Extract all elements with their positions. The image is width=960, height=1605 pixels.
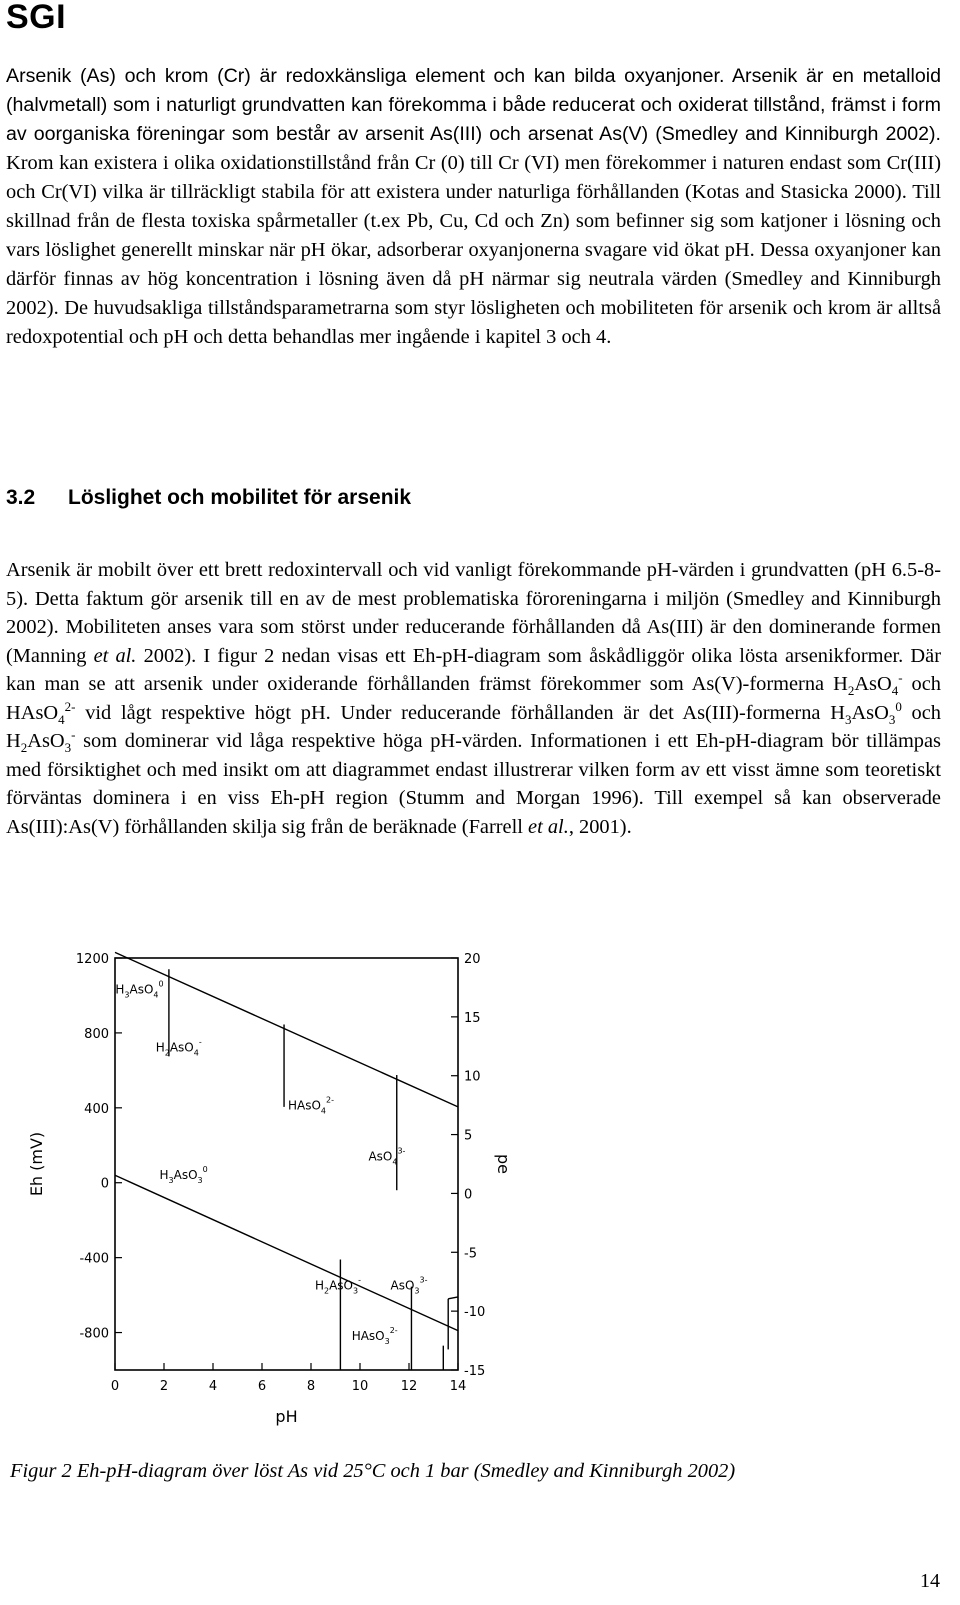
formula-sup: - [898, 670, 903, 686]
species-label-part: 3- [397, 1146, 406, 1156]
species-label-part: 3 [124, 990, 130, 1000]
formula-part: HAsO [6, 701, 59, 724]
body-text: som dominerar vid låga respektive höga pH-värden. Informationen i ett Eh-pH-diagram bör tillämpas med försiktighet och med insikt om att diagrammet endast illustrerar vilken form av ett visst ämne som teoretiskt förväntas dominera i en viss Eh-pH region (Stumm and Morgan 1996). Till exempel så kan observerade As(III):As(V) förhållanden skilja sig från de beräknade (Farrell [6, 730, 941, 838]
species-label-part: 0 [202, 1164, 208, 1174]
y-tick-label: 1200 [75, 952, 109, 967]
formula-haso4 [6, 698, 76, 727]
y2-axis-label: pe [494, 1154, 513, 1174]
species-label-part: - [358, 1275, 361, 1285]
body-text: och [901, 701, 941, 724]
y2-tick-label: 15 [464, 1010, 481, 1026]
species-label [352, 1326, 398, 1346]
species-label-part: HAsO [287, 1098, 321, 1113]
y-tick-label: 0 [100, 1176, 109, 1192]
x-tick-label: 8 [306, 1379, 316, 1394]
species-label-part: 4 [153, 990, 159, 1000]
species-label-part: AsO [173, 1167, 198, 1182]
body-text: och [902, 673, 941, 695]
species-label [156, 1038, 202, 1058]
species-label [391, 1275, 428, 1295]
plot-frame [115, 958, 458, 1370]
formula-part: H [830, 701, 845, 724]
body-paragraph [6, 556, 941, 841]
et-al: et al. [528, 815, 569, 838]
species-label [159, 1165, 207, 1185]
y2-tick-label: 0 [464, 1187, 473, 1203]
species-label-part: 2 [323, 1286, 330, 1296]
x-tick-label: 0 [110, 1379, 120, 1394]
section-title: Löslighet och mobilitet för arsenik [68, 486, 412, 509]
formula-sub: 3 [64, 740, 72, 756]
species-label-part: 2- [326, 1095, 335, 1105]
x-tick-label: 2 [159, 1379, 169, 1394]
species-label-part: H [159, 1167, 169, 1182]
section-number: 3.2 [6, 486, 36, 509]
species-label [315, 1275, 361, 1295]
y-tick-label: -400 [79, 1251, 109, 1267]
y-axis-label: Eh (mV) [27, 1131, 46, 1197]
x-tick-label: 4 [208, 1379, 218, 1394]
species-label [115, 980, 163, 1000]
species-label-part: 2- [389, 1326, 398, 1336]
formula-sub: 4 [891, 683, 899, 699]
phase-boundary [115, 952, 458, 1107]
species-label-part: 3 [384, 1337, 390, 1347]
x-axis-label: pH [275, 1407, 298, 1426]
species-label-part: H [155, 1040, 165, 1055]
section-heading [6, 486, 411, 510]
species-label-part: AsO [368, 1149, 393, 1164]
intro-paragraph [6, 62, 941, 352]
species-label-part: H [115, 982, 125, 997]
formula-sub: 2 [20, 740, 28, 756]
figure-caption: Figur 2 Eh-pH-diagram över löst As vid 25°C och 1 bar (Smedley and Kinniburgh 2002) [10, 1460, 736, 1482]
y-tick-label: -800 [79, 1326, 109, 1342]
formula-sub: 2 [847, 683, 855, 699]
species-label-part: 3 [414, 1286, 420, 1296]
species-label-part: HAsO [351, 1329, 385, 1344]
species-label-part: AsO [129, 982, 154, 997]
x-tick-label: 6 [257, 1379, 267, 1394]
body-text: 2002). I figur 2 nedan visas ett Eh-pH-diagram som åskådliggör olika lösta arsenikformer. Där kan man se att arsenik under oxiderande förhållanden främst förekommer som As(V)-formerna [6, 644, 941, 695]
intro-text-sans: Arsenik (As) och krom (Cr) är redoxkänsliga element och kan bilda oxyanjoner. Arsenik är en metalloid (halvmetall) som i naturligt grundvatten kan förekomma i både reducerat och oxiderat tillstånd, främst i form av oorganiska föreningar som består av arsenit As(III) och arsenat As(V) (Smedley and Kinniburgh 2002). [6, 65, 941, 145]
phase-boundary [115, 1175, 458, 1330]
species-label-part: H [314, 1278, 324, 1293]
page-number: 14 [920, 1570, 940, 1592]
body-text: Arsenik är mobilt över ett brett redoxintervall och vid vanligt förekommande pH-värden i grundvatten (pH 6.5-8-5). Detta faktum gör arsenik till en av de mest problematiska föroreningarna i miljön (Smedley and Kinniburgh 2002). Mobiliteten anses vara som störst under reducerande förhållanden då As(III) är den dominerande formen (Manning [6, 559, 941, 667]
species-label-part: 2 [164, 1048, 170, 1058]
eh-ph-diagram [27, 920, 520, 1460]
body-text: , 2001). [568, 815, 632, 838]
formula-part: AsO [854, 673, 892, 695]
et-al: et al. [93, 644, 137, 667]
species-label-part: AsO [329, 1278, 353, 1293]
formula-sub: 3 [844, 711, 852, 727]
formula-h2aso3 [6, 727, 76, 756]
formula-sup: 0 [895, 698, 902, 714]
formula-part: AsO [27, 730, 65, 752]
species-label [368, 1146, 405, 1166]
species-label-part: 3 [352, 1286, 359, 1296]
y-tick-label: 800 [84, 1026, 109, 1042]
phase-boundary [448, 1297, 458, 1299]
body-text: vid lågt respektive högt pH. Under reducerande förhållanden är det As(III)-formerna [75, 701, 831, 724]
formula-part: H [6, 730, 21, 752]
y2-tick-label: 10 [464, 1069, 481, 1085]
y2-tick-label: -5 [464, 1246, 477, 1262]
species-label-part: AsO [390, 1278, 415, 1293]
formula-h2aso4 [833, 670, 903, 699]
formula-sub: 4 [58, 711, 65, 727]
species-label-part: 0 [158, 979, 164, 989]
y2-tick-label: 5 [464, 1128, 473, 1144]
formula-h3aso3 [830, 698, 902, 727]
species-label-part: 4 [320, 1106, 327, 1116]
x-tick-label: 14 [449, 1379, 467, 1394]
species-label-part: 4 [392, 1157, 398, 1167]
formula-sub: 3 [888, 711, 896, 727]
species-label [288, 1096, 334, 1116]
x-tick-label: 10 [351, 1379, 369, 1394]
y-tick-label: 400 [84, 1101, 109, 1117]
formula-sup: 2- [64, 698, 76, 714]
species-label-part: AsO [169, 1040, 194, 1055]
species-label-part: 4 [193, 1048, 199, 1058]
y2-tick-label: -15 [464, 1364, 486, 1379]
species-label-part: 3 [197, 1175, 203, 1185]
x-tick-label: 12 [400, 1379, 418, 1394]
y2-tick-label: 20 [464, 952, 481, 967]
species-label-part: 3 [168, 1175, 174, 1185]
formula-part: H [833, 673, 848, 695]
intro-text-serif: Krom kan existera i olika oxidationstillstånd från Cr (0) till Cr (VI) men förekommer i naturen endast som Cr(III) och Cr(VI) vilka är tillräckligt stabila för att existera under naturliga förhållanden (Kotas and Stasicka 2000). Till skillnad från de flesta toxiska spårmetaller (t.ex Pb, Cu, Cd och Zn) som befinner sig som katjoner i lösning och vars löslighet generellt minskar när pH ökar, adsorberar oxyanjonerna svagare vid ökat pH. Dessa oxyanjoner kan därför finnas av hög koncentration i lösning även då pH närmar sig neutrala värden (Smedley and Kinniburgh 2002). De huvudsakliga tillståndsparametrarna som styr lösligheten och mobiliteten för arsenik och krom är alltså redoxpotential och pH och detta behandlas mer ingående i kapitel 3 och 4. [6, 152, 941, 348]
species-label-part: - [198, 1037, 202, 1047]
logo-sgi: SGI [6, 0, 67, 36]
eh-ph-diagram-figure [27, 920, 520, 1460]
formula-part: AsO [851, 701, 889, 724]
y2-tick-label: -10 [464, 1305, 486, 1321]
species-label-part: 3- [419, 1275, 428, 1285]
formula-sup: - [71, 727, 76, 743]
